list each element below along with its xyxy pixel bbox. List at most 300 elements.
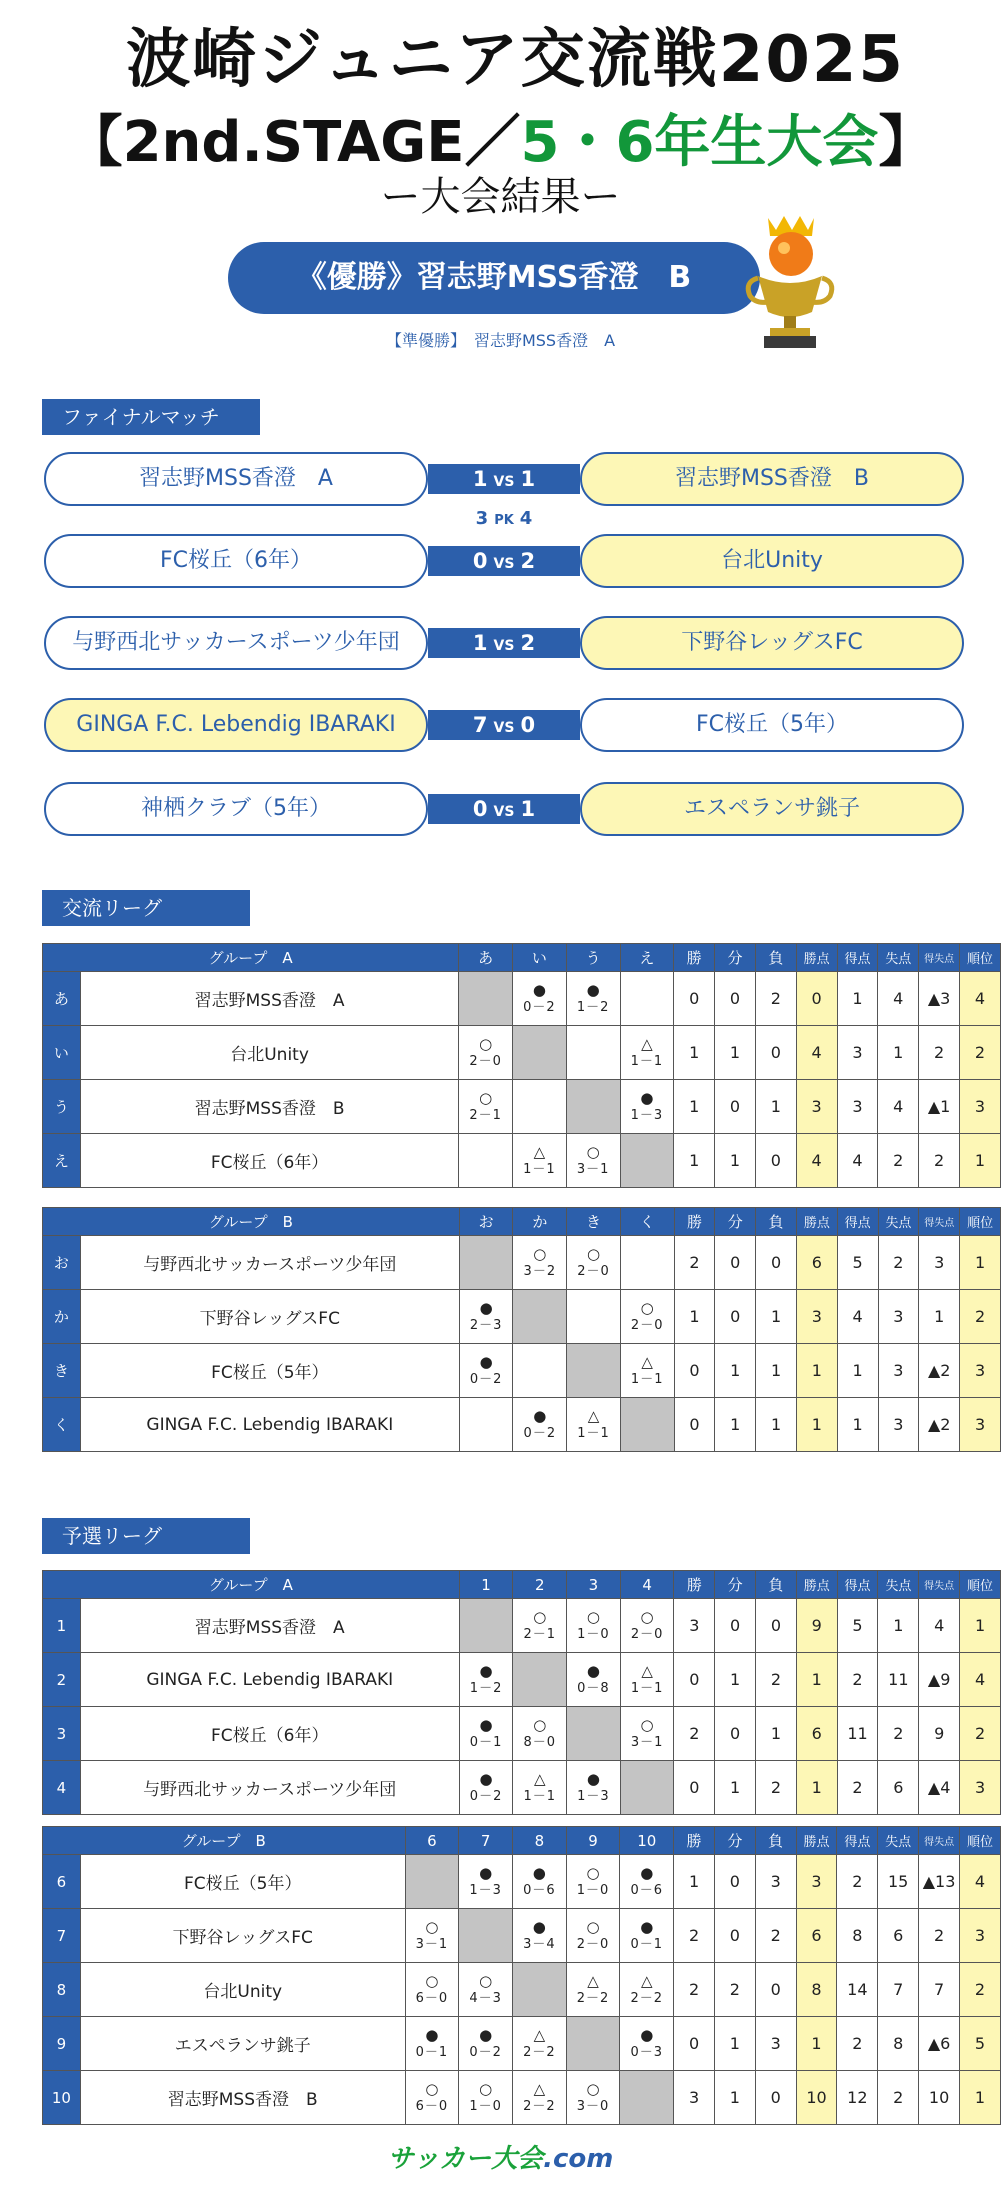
result-score: 0－2	[469, 1371, 503, 1387]
result-score: 0－8	[577, 1680, 610, 1696]
result-score: 2－2	[523, 2044, 556, 2060]
stat-value: 3	[796, 1080, 837, 1134]
result-cell	[566, 1963, 620, 2017]
table-row	[43, 972, 1001, 1026]
result-score: 4－3	[469, 1990, 502, 2006]
stat-value: 3	[960, 1080, 1001, 1134]
result-mark: △	[641, 1661, 653, 1680]
stat-value: 1	[715, 1026, 756, 1080]
col-header: い	[513, 944, 567, 972]
stat-value: 2	[674, 1909, 715, 1963]
stat-value: 3	[919, 1236, 960, 1290]
final-team-right: 台北Unity	[580, 534, 964, 588]
result-cell	[566, 1026, 620, 1080]
stat-header: 分	[714, 1827, 755, 1855]
row-id: 1	[43, 1599, 81, 1653]
table-row	[43, 2071, 1001, 2125]
league-table	[42, 1826, 1001, 2125]
stat-header: 得点	[837, 944, 878, 972]
stat-value: 1	[960, 1236, 1001, 1290]
stat-value: 1	[715, 1398, 756, 1452]
row-id: く	[43, 1398, 81, 1452]
stat-value: 2	[674, 1707, 715, 1761]
stat-value: 9	[796, 1599, 837, 1653]
row-id: き	[43, 1344, 81, 1398]
stat-header: 勝	[674, 944, 715, 972]
result-cell	[405, 2071, 459, 2125]
team-name: 与野西北サッカースポーツ少年団	[80, 1761, 459, 1815]
stat-header: 得失点	[919, 944, 960, 972]
group-header-name: グループ A	[43, 944, 459, 972]
self-cell	[566, 2017, 620, 2071]
result-score: 0－2	[469, 1788, 503, 1804]
stat-value: 7	[878, 1963, 919, 2017]
stat-value: 3	[878, 1290, 919, 1344]
stat-value: 1	[756, 1707, 797, 1761]
self-cell	[513, 1653, 567, 1707]
col-header: く	[620, 1208, 674, 1236]
table-row	[43, 1707, 1001, 1761]
stat-header: 勝	[674, 1827, 715, 1855]
league-table	[42, 1570, 1001, 1815]
stat-value: 4	[796, 1134, 837, 1188]
league-table	[42, 1207, 1001, 1452]
final-score	[428, 794, 580, 824]
result-cell	[566, 1909, 620, 1963]
result-mark: ○	[586, 1607, 600, 1626]
final-team-right: 下野谷レッグスFC	[580, 616, 964, 670]
self-cell	[459, 1909, 513, 1963]
stat-value: 0	[755, 2071, 796, 2125]
result-mark: ○	[479, 1971, 493, 1990]
stat-value: 4	[837, 1290, 878, 1344]
site-logo	[0, 2138, 1001, 2175]
stat-value: 2	[837, 1761, 878, 1815]
stat-value: 4	[878, 1080, 919, 1134]
stat-header: 失点	[878, 1571, 919, 1599]
self-cell	[512, 1963, 566, 2017]
self-cell	[567, 1344, 621, 1398]
stat-value: 6	[878, 1761, 919, 1815]
result-mark: ○	[533, 1244, 547, 1263]
row-id: か	[43, 1290, 81, 1344]
stat-value: 2	[837, 1855, 878, 1909]
table-row	[43, 1398, 1001, 1452]
row-id: え	[43, 1134, 81, 1188]
pk-score	[428, 508, 580, 529]
result-mark: ●	[532, 1917, 546, 1936]
result-cell	[512, 1909, 566, 1963]
team-name: GINGA F.C. Lebendig IBARAKI	[80, 1653, 459, 1707]
stat-header: 得失点	[919, 1571, 960, 1599]
self-cell	[567, 1707, 621, 1761]
page-title: 波崎ジュニア交流戦2025	[126, 23, 905, 97]
stat-value: 2	[960, 1026, 1001, 1080]
stat-value: 1	[756, 1344, 797, 1398]
stat-value: 1	[755, 1080, 796, 1134]
stat-header: 得失点	[919, 1208, 960, 1236]
stat-value: 3	[837, 1026, 878, 1080]
result-mark: ○	[533, 1607, 547, 1626]
result-cell	[512, 2071, 566, 2125]
table-row	[43, 1761, 1001, 1815]
stat-header: 負	[755, 944, 796, 972]
stat-header: 勝	[674, 1208, 715, 1236]
result-score: 3－0	[576, 2098, 610, 2114]
result-cell	[459, 2071, 513, 2125]
result-score: 1－1	[630, 1371, 664, 1387]
result-cell	[513, 1236, 567, 1290]
result-score: 8－0	[523, 1734, 557, 1750]
final-team-left: 習志野MSS香澄 A	[44, 452, 428, 506]
final-score	[428, 546, 580, 576]
stat-value: 5	[837, 1599, 878, 1653]
self-cell	[620, 1398, 674, 1452]
result-score: 0－6	[523, 1882, 556, 1898]
stat-value: 4	[960, 1653, 1001, 1707]
stat-value: 0	[756, 1599, 797, 1653]
stat-value: 1	[878, 1599, 919, 1653]
result-cell	[620, 1963, 674, 2017]
stat-value: 3	[960, 1398, 1001, 1452]
result-cell	[405, 1909, 459, 1963]
result-cell	[459, 1344, 513, 1398]
stat-value: 6	[796, 1909, 837, 1963]
table-row	[43, 1653, 1001, 1707]
result-mark: ○	[479, 1034, 493, 1053]
result-mark: △	[641, 1352, 653, 1371]
col-header: 6	[405, 1827, 459, 1855]
team-name: 習志野MSS香澄 B	[80, 2071, 405, 2125]
col-header: 1	[459, 1571, 513, 1599]
result-mark: △	[641, 1034, 653, 1053]
stat-value: 1	[796, 2017, 837, 2071]
result-mark: ○	[640, 1607, 654, 1626]
result-mark: △	[533, 2079, 546, 2098]
stat-value: 2	[878, 1707, 919, 1761]
team-name: 下野谷レッグスFC	[80, 1909, 405, 1963]
team-name: FC桜丘（6年）	[80, 1707, 459, 1761]
stat-header: 順位	[960, 1827, 1001, 1855]
final-team-left: GINGA F.C. Lebendig IBARAKI	[44, 698, 428, 752]
stat-value: 2	[837, 1653, 878, 1707]
result-score: 1－3	[469, 1882, 502, 1898]
final-match-tab: ファイナルマッチ	[42, 399, 260, 435]
result-score: 0－2	[469, 2044, 502, 2060]
stat-value: 1	[715, 1653, 756, 1707]
stat-value: 1	[715, 1134, 756, 1188]
result-mark: ○	[479, 2079, 493, 2098]
result-mark: ●	[479, 1352, 493, 1371]
stage-open: 【2nd.STAGE／	[66, 110, 521, 175]
result-cell	[620, 1236, 674, 1290]
result-cell	[620, 1080, 674, 1134]
result-score: 0－1	[630, 1936, 664, 1952]
result-mark: ●	[586, 1769, 600, 1788]
result-cell	[459, 1963, 513, 2017]
result-mark: ●	[425, 2025, 439, 2044]
runner-up-text: 【準優勝】 習志野MSS香澄 A	[385, 331, 616, 350]
team-name: FC桜丘（5年）	[80, 1855, 405, 1909]
result-mark: ○	[586, 2079, 600, 2098]
stat-value: 10	[919, 2071, 960, 2125]
stat-value: 11	[837, 1707, 878, 1761]
result-cell	[567, 1398, 621, 1452]
stat-value: 2	[878, 1134, 919, 1188]
result-mark: ○	[640, 1715, 654, 1734]
result-score: 2－0	[469, 1053, 502, 1069]
result-cell	[567, 1761, 621, 1815]
result-score: 3－1	[576, 1161, 610, 1177]
stat-value: 0	[715, 1599, 756, 1653]
table-row	[43, 1599, 1001, 1653]
score-left: 0	[472, 549, 488, 573]
stat-value: 3	[960, 1344, 1001, 1398]
stat-value: 3	[796, 1290, 837, 1344]
row-id: 6	[43, 1855, 81, 1909]
result-mark: △	[533, 2025, 546, 2044]
stat-value: ▲6	[919, 2017, 960, 2071]
result-mark: △	[640, 1971, 653, 1990]
stat-header: 得失点	[919, 1827, 960, 1855]
result-mark: ●	[640, 1863, 654, 1882]
stat-value: 1	[796, 1344, 837, 1398]
stat-value: 0	[755, 1026, 796, 1080]
self-cell	[620, 2071, 674, 2125]
stat-value: 4	[960, 972, 1001, 1026]
stat-value: ▲2	[919, 1398, 960, 1452]
result-cell	[620, 1026, 674, 1080]
row-id: 2	[43, 1653, 81, 1707]
stat-value: 2	[755, 1909, 796, 1963]
stat-value: 0	[715, 1290, 756, 1344]
stage-grade: 5・6年生大会	[520, 110, 879, 175]
row-id: お	[43, 1236, 81, 1290]
vs-label: VS	[493, 804, 515, 820]
result-score: 0－2	[523, 999, 556, 1015]
col-header: 10	[620, 1827, 674, 1855]
stat-value: 0	[715, 1236, 756, 1290]
final-team-left: FC桜丘（6年）	[44, 534, 428, 588]
stat-header: 得点	[837, 1827, 878, 1855]
result-score: 6－0	[415, 2098, 449, 2114]
result-mark: ●	[586, 1661, 600, 1680]
result-score: 2－0	[576, 1936, 610, 1952]
team-name: 与野西北サッカースポーツ少年団	[80, 1236, 459, 1290]
result-mark: △	[533, 1769, 546, 1788]
col-header: 9	[566, 1827, 620, 1855]
vs-label: VS	[493, 638, 515, 654]
row-id: あ	[43, 972, 81, 1026]
col-header: か	[513, 1208, 567, 1236]
final-score	[428, 628, 580, 658]
result-cell	[459, 1761, 513, 1815]
result-score: 2－0	[630, 1317, 664, 1333]
stat-value: 3	[755, 2017, 796, 2071]
result-score: 3－1	[630, 1734, 664, 1750]
stat-value: 8	[837, 1909, 878, 1963]
stat-value: 3	[755, 1855, 796, 1909]
result-cell	[459, 1653, 513, 1707]
result-score: 1－3	[577, 1788, 610, 1804]
stat-value: ▲2	[919, 1344, 960, 1398]
table-row	[43, 1963, 1001, 2017]
stat-value: 12	[837, 2071, 878, 2125]
result-score: 1－1	[523, 1788, 557, 1804]
result-cell	[620, 1909, 674, 1963]
result-mark: ○	[586, 1244, 601, 1263]
result-score: 1－1	[523, 1161, 556, 1177]
result-cell	[620, 1344, 674, 1398]
col-header: 4	[620, 1571, 674, 1599]
result-cell	[566, 1855, 620, 1909]
stat-value: 2	[960, 1707, 1001, 1761]
self-cell	[405, 1855, 459, 1909]
result-cell	[513, 1707, 567, 1761]
result-mark: ○	[640, 1298, 654, 1317]
stat-value: 2	[756, 1761, 797, 1815]
result-mark: ●	[640, 2025, 654, 2044]
self-cell	[513, 1026, 567, 1080]
result-cell	[620, 1599, 674, 1653]
team-name: エスペランサ銚子	[80, 2017, 405, 2071]
score-left: 7	[472, 713, 488, 737]
stat-value: ▲1	[919, 1080, 960, 1134]
col-header: 2	[513, 1571, 567, 1599]
final-team-right: 習志野MSS香澄 B	[580, 452, 964, 506]
result-cell	[513, 1761, 567, 1815]
self-cell	[459, 1236, 513, 1290]
stat-value: 2	[755, 972, 796, 1026]
result-score: 1－1	[630, 1680, 664, 1696]
stat-value: 2	[919, 1026, 960, 1080]
result-cell	[620, 1707, 674, 1761]
score-right: 2	[520, 549, 536, 573]
result-score: 2－3	[469, 1317, 503, 1333]
stat-value: 8	[878, 2017, 919, 2071]
stat-value: 1	[919, 1290, 960, 1344]
stat-value: 1	[960, 1599, 1001, 1653]
col-header: お	[459, 1208, 513, 1236]
group-header-name: グループ B	[43, 1827, 406, 1855]
stat-value: 3	[796, 1855, 837, 1909]
result-cell	[620, 972, 674, 1026]
stat-value: 1	[837, 1344, 878, 1398]
result-cell	[405, 2017, 459, 2071]
row-id: 7	[43, 1909, 81, 1963]
stat-value: 7	[919, 1963, 960, 2017]
result-score: 0－6	[630, 1882, 664, 1898]
pk-left: 3	[475, 508, 489, 529]
result-mark: ●	[532, 1863, 546, 1882]
table-row	[43, 1344, 1001, 1398]
result-cell	[513, 1134, 567, 1188]
result-mark: ○	[425, 1971, 439, 1990]
result-cell	[566, 972, 620, 1026]
result-cell	[620, 1653, 674, 1707]
self-cell	[459, 1599, 513, 1653]
col-header: 7	[459, 1827, 513, 1855]
result-cell	[459, 1855, 513, 1909]
stat-header: 分	[715, 1208, 756, 1236]
result-score: 2－2	[630, 1990, 664, 2006]
stat-value: 3	[878, 1344, 919, 1398]
result-score: 2－0	[630, 1626, 664, 1642]
stat-value: 0	[715, 1707, 756, 1761]
result-mark: ●	[479, 1715, 493, 1734]
result-cell	[513, 972, 567, 1026]
result-cell	[459, 2017, 513, 2071]
stat-header: 分	[715, 1571, 756, 1599]
stat-value: 2	[878, 1236, 919, 1290]
result-cell	[567, 1290, 621, 1344]
result-cell	[513, 1080, 567, 1134]
col-header: う	[566, 944, 620, 972]
team-name: 習志野MSS香澄 B	[80, 1080, 458, 1134]
result-cell	[512, 1855, 566, 1909]
result-mark: ○	[425, 1917, 439, 1936]
stat-value: 0	[674, 1398, 715, 1452]
stat-value: 1	[878, 1026, 919, 1080]
stat-header: 失点	[878, 944, 919, 972]
result-score: 3－4	[523, 1936, 556, 1952]
team-name: 習志野MSS香澄 A	[80, 972, 458, 1026]
stat-header: 勝点	[796, 1827, 837, 1855]
stat-value: 10	[796, 2071, 837, 2125]
final-team-left: 神栖クラブ（5年）	[44, 782, 428, 836]
stat-value: 0	[755, 1963, 796, 2017]
result-mark: △	[533, 1142, 546, 1161]
result-mark: ●	[533, 1406, 547, 1425]
final-team-right: FC桜丘（5年）	[580, 698, 964, 752]
col-header: 8	[512, 1827, 566, 1855]
result-mark: ●	[479, 1661, 493, 1680]
result-cell	[513, 1398, 567, 1452]
result-score: 1－0	[469, 2098, 502, 2114]
result-mark: ○	[479, 1088, 493, 1107]
result-cell	[566, 2071, 620, 2125]
stat-value: 1	[960, 1134, 1001, 1188]
vs-label: VS	[493, 556, 515, 572]
stat-value: 3	[960, 1761, 1001, 1815]
stat-value: 15	[878, 1855, 919, 1909]
stat-value: 2	[714, 1963, 755, 2017]
self-cell	[566, 1080, 620, 1134]
stat-header: 分	[715, 944, 756, 972]
result-mark: ●	[640, 1088, 654, 1107]
result-mark: ○	[586, 1917, 600, 1936]
stat-value: 1	[714, 2017, 755, 2071]
pk-right: 4	[519, 508, 533, 529]
stat-value: ▲4	[919, 1761, 960, 1815]
league-table	[42, 943, 1001, 1188]
stat-value: 2	[960, 1963, 1001, 2017]
stat-value: 3	[878, 1398, 919, 1452]
stat-header: 得点	[837, 1571, 878, 1599]
result-cell	[567, 1599, 621, 1653]
stat-value: ▲3	[919, 972, 960, 1026]
result-score: 2－2	[576, 1990, 610, 2006]
stat-value: 9	[919, 1707, 960, 1761]
row-id: 4	[43, 1761, 81, 1815]
final-team-right: エスペランサ銚子	[580, 782, 964, 836]
final-score	[428, 710, 580, 740]
result-score: 1－1	[577, 1425, 610, 1441]
result-cell	[567, 1653, 621, 1707]
result-cell	[459, 1026, 513, 1080]
stat-header: 失点	[878, 1208, 919, 1236]
result-score: 0－1	[469, 1734, 503, 1750]
